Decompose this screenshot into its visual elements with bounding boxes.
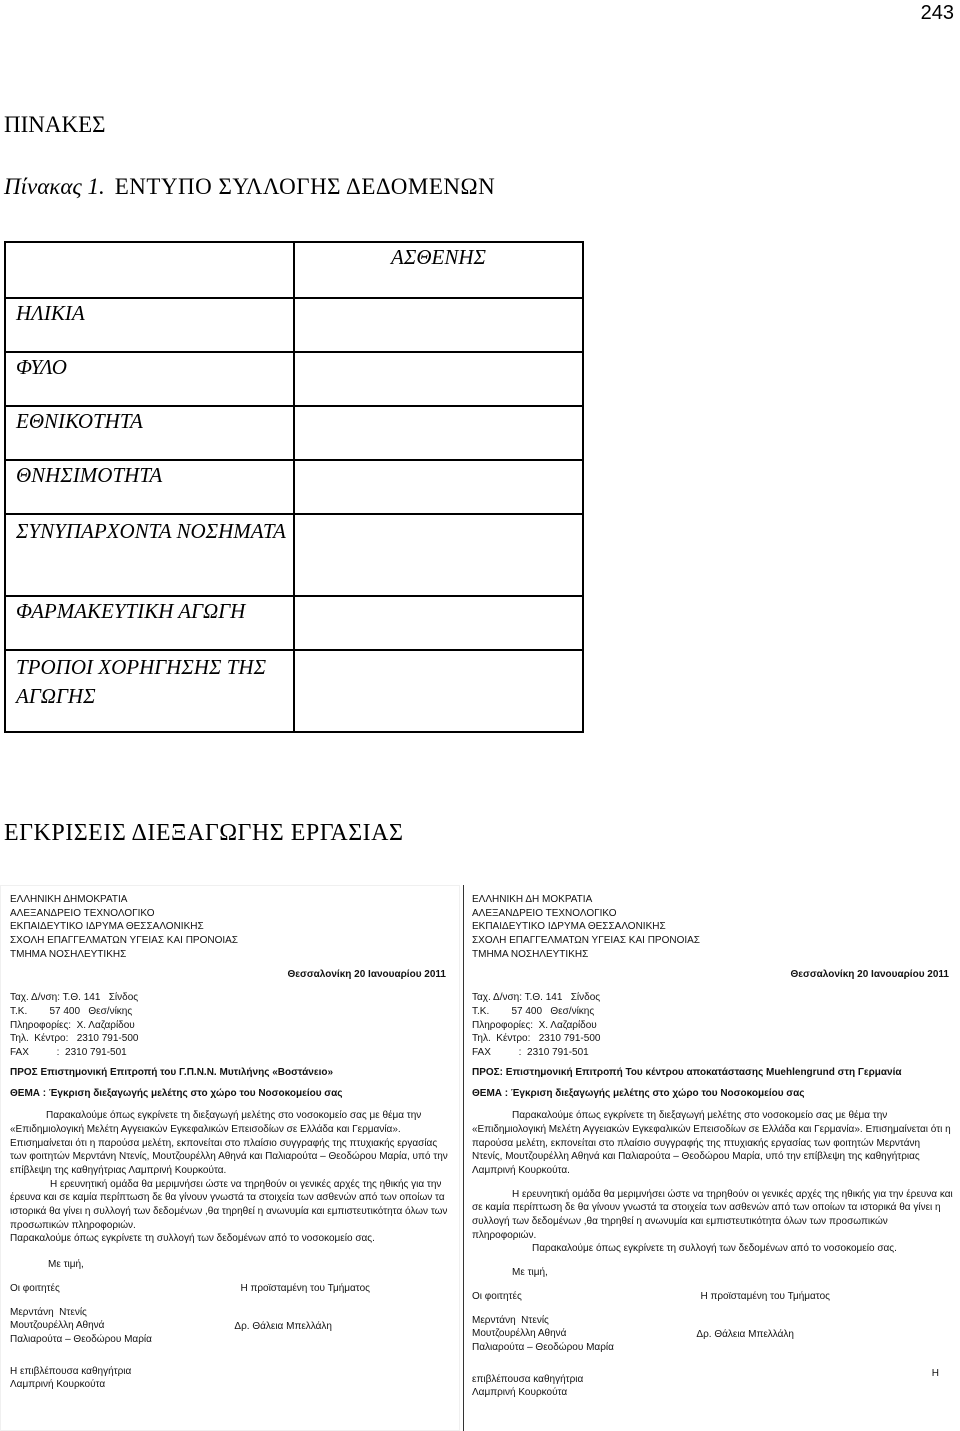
approvals-title: ΕΓΚΡΙΣΕΙΣ ΔΙΕΞΑΓΩΓΗΣ ΕΡΓΑΣΙΑΣ bbox=[4, 820, 404, 846]
letter-closing: Με τιμή, bbox=[48, 1259, 84, 1271]
approval-letter-muehlengrund bbox=[463, 885, 960, 1431]
header-line: ΕΚΠΑΙΔΕΥΤΙΚΟ ΙΔΡΥΜΑ ΘΕΣΣΑΛΟΝΙΚΗΣ bbox=[472, 921, 666, 933]
head-label: Η προϊσταμένη του Τμήματος bbox=[700, 1290, 830, 1302]
letter-closing: Με τιμή, bbox=[512, 1267, 548, 1279]
student-name: Μερντάνη Ντενίς bbox=[472, 1314, 549, 1326]
value-cell bbox=[294, 596, 583, 650]
student-name: Παλιαρούτα – Θεοδώρου Μαρία bbox=[10, 1333, 152, 1345]
supervisor-name: Λαμπρινή Κουρκούτα bbox=[472, 1387, 568, 1399]
header-line: ΕΚΠΑΙΔΕΥΤΙΚΟ ΙΔΡΥΜΑ ΘΕΣΣΑΛΟΝΙΚΗΣ bbox=[10, 921, 204, 933]
header-line: ΣΧΟΛΗ ΕΠΑΓΓΕΛΜΑΤΩΝ ΥΓΕΙΑΣ ΚΑΙ ΠΡΟΝΟΙΑΣ bbox=[472, 935, 700, 947]
body-paragraph: Παρακαλούμε όπως εγκρίνετε τη διεξαγωγή μελέτης στο νοσοκομείο σας με θέμα την «Επιδημιολογική Μελέτη Αγγειακών Εγκεφαλικών Επεισοδίων σε Ελλάδα και Γερμανία». Επισημαίνεται ότι η παρούσα μελέτη, εκπονείται στο πλαίσιο συγγραφής της πτυχιακής εργασίας των φοιτητών Μερντάνη Ντενίς, Μουτζουρέλλη Αθηνά και Παλιαρούτα – Θεοδώρου Μαρία, υπό την επίβλεψη της καθηγήτριας Λαμπρινή Κουρκούτα. bbox=[10, 1110, 448, 1176]
header-line: ΑΛΕΞΑΝΔΡΕΙΟ ΤΕΧΝΟΛΟΓΙΚΟ bbox=[10, 907, 155, 919]
page-number: 243 bbox=[920, 2, 954, 24]
student-name: Μουτζουρέλλη Αθηνά bbox=[472, 1328, 567, 1340]
row-label-medication: ΦΑΡΜΑΚΕΥΤΙΚΗ ΑΓΩΓΗ bbox=[5, 596, 294, 650]
value-cell bbox=[294, 352, 583, 406]
letter-subject: ΘΕΜΑ : Έγκριση διεξαγωγής μελέτης στο χώρο του Νοσοκομείου σας bbox=[10, 1088, 343, 1100]
row-label-sex: ΦΥΛΟ bbox=[5, 352, 294, 406]
row-label-administration: ΤΡΟΠΟΙ ΧΟΡΗΓΗΣΗΣ ΤΗΣ ΑΓΩΓΗΣ bbox=[5, 650, 294, 732]
letter-header bbox=[472, 893, 953, 962]
letter-body bbox=[10, 1109, 450, 1246]
supervisor-label: Η επιβλέπουσα καθηγήτρια bbox=[10, 1365, 132, 1377]
address-line: FAX : 2310 791-501 bbox=[472, 1047, 589, 1059]
students-label: Οι φοιτητές bbox=[472, 1290, 522, 1302]
address-line: Πληροφορίες: Χ. Λαζαρίδου bbox=[472, 1019, 597, 1031]
letter-subject: ΘΕΜΑ : Έγκριση διεξαγωγής μελέτης στο χώρο του Νοσοκομείου σας bbox=[472, 1088, 805, 1100]
address-line: Τ.Κ. 57 400 Θεσ/νίκης bbox=[472, 1005, 595, 1017]
body-paragraph: Παρακαλούμε όπως εγκρίνετε τη συλλογή των δεδομένων από το νοσοκομείο σας. bbox=[10, 1233, 375, 1245]
student-name: Παλιαρούτα – Θεοδώρου Μαρία bbox=[472, 1341, 614, 1353]
letter-recipient: ΠΡΟΣ Επιστημονική Επιτροπή του Γ.Π.Ν.Ν. Μυτιλήνης «Βοστάνειο» bbox=[10, 1066, 334, 1078]
body-paragraph: Παρακαλούμε όπως εγκρίνετε τη διεξαγωγή μελέτης στο νοσοκομείο σας με θέμα την «Επιδημιολογική Μελέτη Αγγειακών Εγκεφαλικών Επεισοδίων σε Ελλάδα και Γερμανία». Επισημαίνεται ότι η παρούσα μελέτη, εκπονείται στο πλαίσιο συγγραφής της πτυχιακής εργασίας των φοιτητών Μερντάνη Ντενίς, Μουτζουρέλλη Αθηνά και Παλιαρούτα – Θεοδώρου Μαρία, υπό την επίβλεψη της καθηγήτριας Λαμπρινή Κουρκούτα. bbox=[472, 1110, 951, 1176]
value-cell bbox=[294, 406, 583, 460]
body-paragraph: Η ερευνητική ομάδα θα μεριμνήσει ώστε να τηρηθούν οι γενικές αρχές της ηθικής για την έρευνα και σε καμία περίπτωση δε θα γίνουν γνωστά τα στοιχεία των ασθενών από των οποίων τα ιστορικά θα γίνει η συλλογή των δεδομένων ,θα τηρηθεί η ανωνυμία και εμπιστευτικότητα όλων των προσωπικών πληροφοριών. bbox=[472, 1188, 953, 1241]
header-line: ΤΜΗΜΑ ΝΟΣΗΛΕΥΤΙΚΗΣ bbox=[10, 948, 127, 960]
address-line: Τηλ. Κέντρο: 2310 791-500 bbox=[10, 1033, 139, 1045]
table-caption bbox=[4, 174, 495, 200]
value-cell bbox=[294, 650, 583, 732]
row-label-age: ΗΛΙΚΙΑ bbox=[5, 298, 294, 352]
supervisor-name: Λαμπρινή Κουρκούτα bbox=[10, 1379, 106, 1391]
header-line: ΑΛΕΞΑΝΔΡΕΙΟ ΤΕΧΝΟΛΟΓΙΚΟ bbox=[472, 907, 617, 919]
row-label-mortality: ΘΝΗΣΙΜΟΤΗΤΑ bbox=[5, 460, 294, 514]
address-line: Τ.Κ. 57 400 Θεσ/νίκης bbox=[10, 1005, 133, 1017]
row-label-comorbidities: ΣΥΝΥΠΑΡΧΟΝΤΑ ΝΟΣΗΜΑΤΑ bbox=[5, 514, 294, 596]
address-line: FAX : 2310 791-501 bbox=[10, 1047, 127, 1059]
letter-body bbox=[472, 1109, 953, 1256]
letter-recipient: ΠΡΟΣ: Επιστημονική Επιτροπή Του κέντρου αποκατάστασης Muehlengrund στη Γερμανία bbox=[472, 1066, 902, 1078]
student-name: Μουτζουρέλλη Αθηνά bbox=[10, 1320, 105, 1332]
letter-address bbox=[472, 991, 953, 1060]
table-corner-cell bbox=[5, 242, 294, 298]
header-line: ΤΜΗΜΑ ΝΟΣΗΛΕΥΤΙΚΗΣ bbox=[472, 948, 589, 960]
approval-letter-vostaneio bbox=[0, 885, 460, 1431]
table-caption-text: ΕΝΤΥΠΟ ΣΥΛΛΟΓΗΣ ΔΕΔΟΜΕΝΩΝ bbox=[114, 174, 496, 199]
head-label: Η προϊσταμένη του Τμήματος bbox=[240, 1282, 370, 1294]
letter-header bbox=[10, 893, 450, 962]
head-name: Δρ. Θάλεια Μπελλάλη bbox=[696, 1328, 794, 1340]
address-line: Τηλ. Κέντρο: 2310 791-500 bbox=[472, 1033, 601, 1045]
header-line: ΣΧΟΛΗ ΕΠΑΓΓΕΛΜΑΤΩΝ ΥΓΕΙΑΣ ΚΑΙ ΠΡΟΝΟΙΑΣ bbox=[10, 935, 238, 947]
body-paragraph: Η ερευνητική ομάδα θα μεριμνήσει ώστε να τηρηθούν οι γενικές αρχές της ηθικής για την έρευνα και σε καμία περίπτωση δε θα γίνουν γνωστά τα στοιχεία των ασθενών από των οποίων τα ιστορικά θα γίνει η συλλογή των δεδομένων ,θα τηρηθεί η ανωνυμία και εμπιστευτικότητα όλων των προσωπικών πληροφοριών. bbox=[10, 1178, 448, 1231]
student-name: Μερντάνη Ντενίς bbox=[10, 1306, 87, 1318]
address-line: Ταχ. Δ/νση: Τ.Θ. 141 Σίνδος bbox=[472, 992, 601, 1004]
students-label: Οι φοιτητές bbox=[10, 1282, 60, 1294]
address-line: Ταχ. Δ/νση: Τ.Θ. 141 Σίνδος bbox=[10, 992, 139, 1004]
value-cell bbox=[294, 298, 583, 352]
data-collection-table bbox=[4, 241, 584, 733]
address-line: Πληροφορίες: Χ. Λαζαρίδου bbox=[10, 1019, 135, 1031]
section-title: ΠΙΝΑΚΕΣ bbox=[4, 112, 106, 137]
letter-date: Θεσσαλονίκη 20 Ιανουαρίου 2011 bbox=[287, 968, 446, 980]
header-line: ΕΛΛΗΝΙΚΗ ΔΗΜΟΚΡΑΤΙΑ bbox=[10, 894, 128, 905]
value-cell bbox=[294, 460, 583, 514]
stray-letter: Η bbox=[931, 1367, 939, 1379]
letter-address bbox=[10, 991, 450, 1060]
value-cell bbox=[294, 514, 583, 596]
table-caption-label: Πίνακας 1. bbox=[4, 174, 105, 199]
row-label-nationality: ΕΘΝΙΚΟΤΗΤΑ bbox=[5, 406, 294, 460]
header-line: ΕΛΛΗΝΙΚΗ ΔΗ ΜΟΚΡΑΤΙΑ bbox=[472, 894, 593, 905]
supervisor-label: επιβλέπουσα καθηγήτρια bbox=[472, 1373, 584, 1385]
column-header-patient: ΑΣΘΕΝΗΣ bbox=[294, 242, 583, 298]
body-paragraph: Παρακαλούμε όπως εγκρίνετε τη συλλογή των δεδομένων από το νοσοκομείο σας. bbox=[532, 1243, 897, 1255]
letter-date: Θεσσαλονίκη 20 Ιανουαρίου 2011 bbox=[790, 968, 949, 980]
head-name: Δρ. Θάλεια Μπελλάλη bbox=[234, 1320, 332, 1332]
